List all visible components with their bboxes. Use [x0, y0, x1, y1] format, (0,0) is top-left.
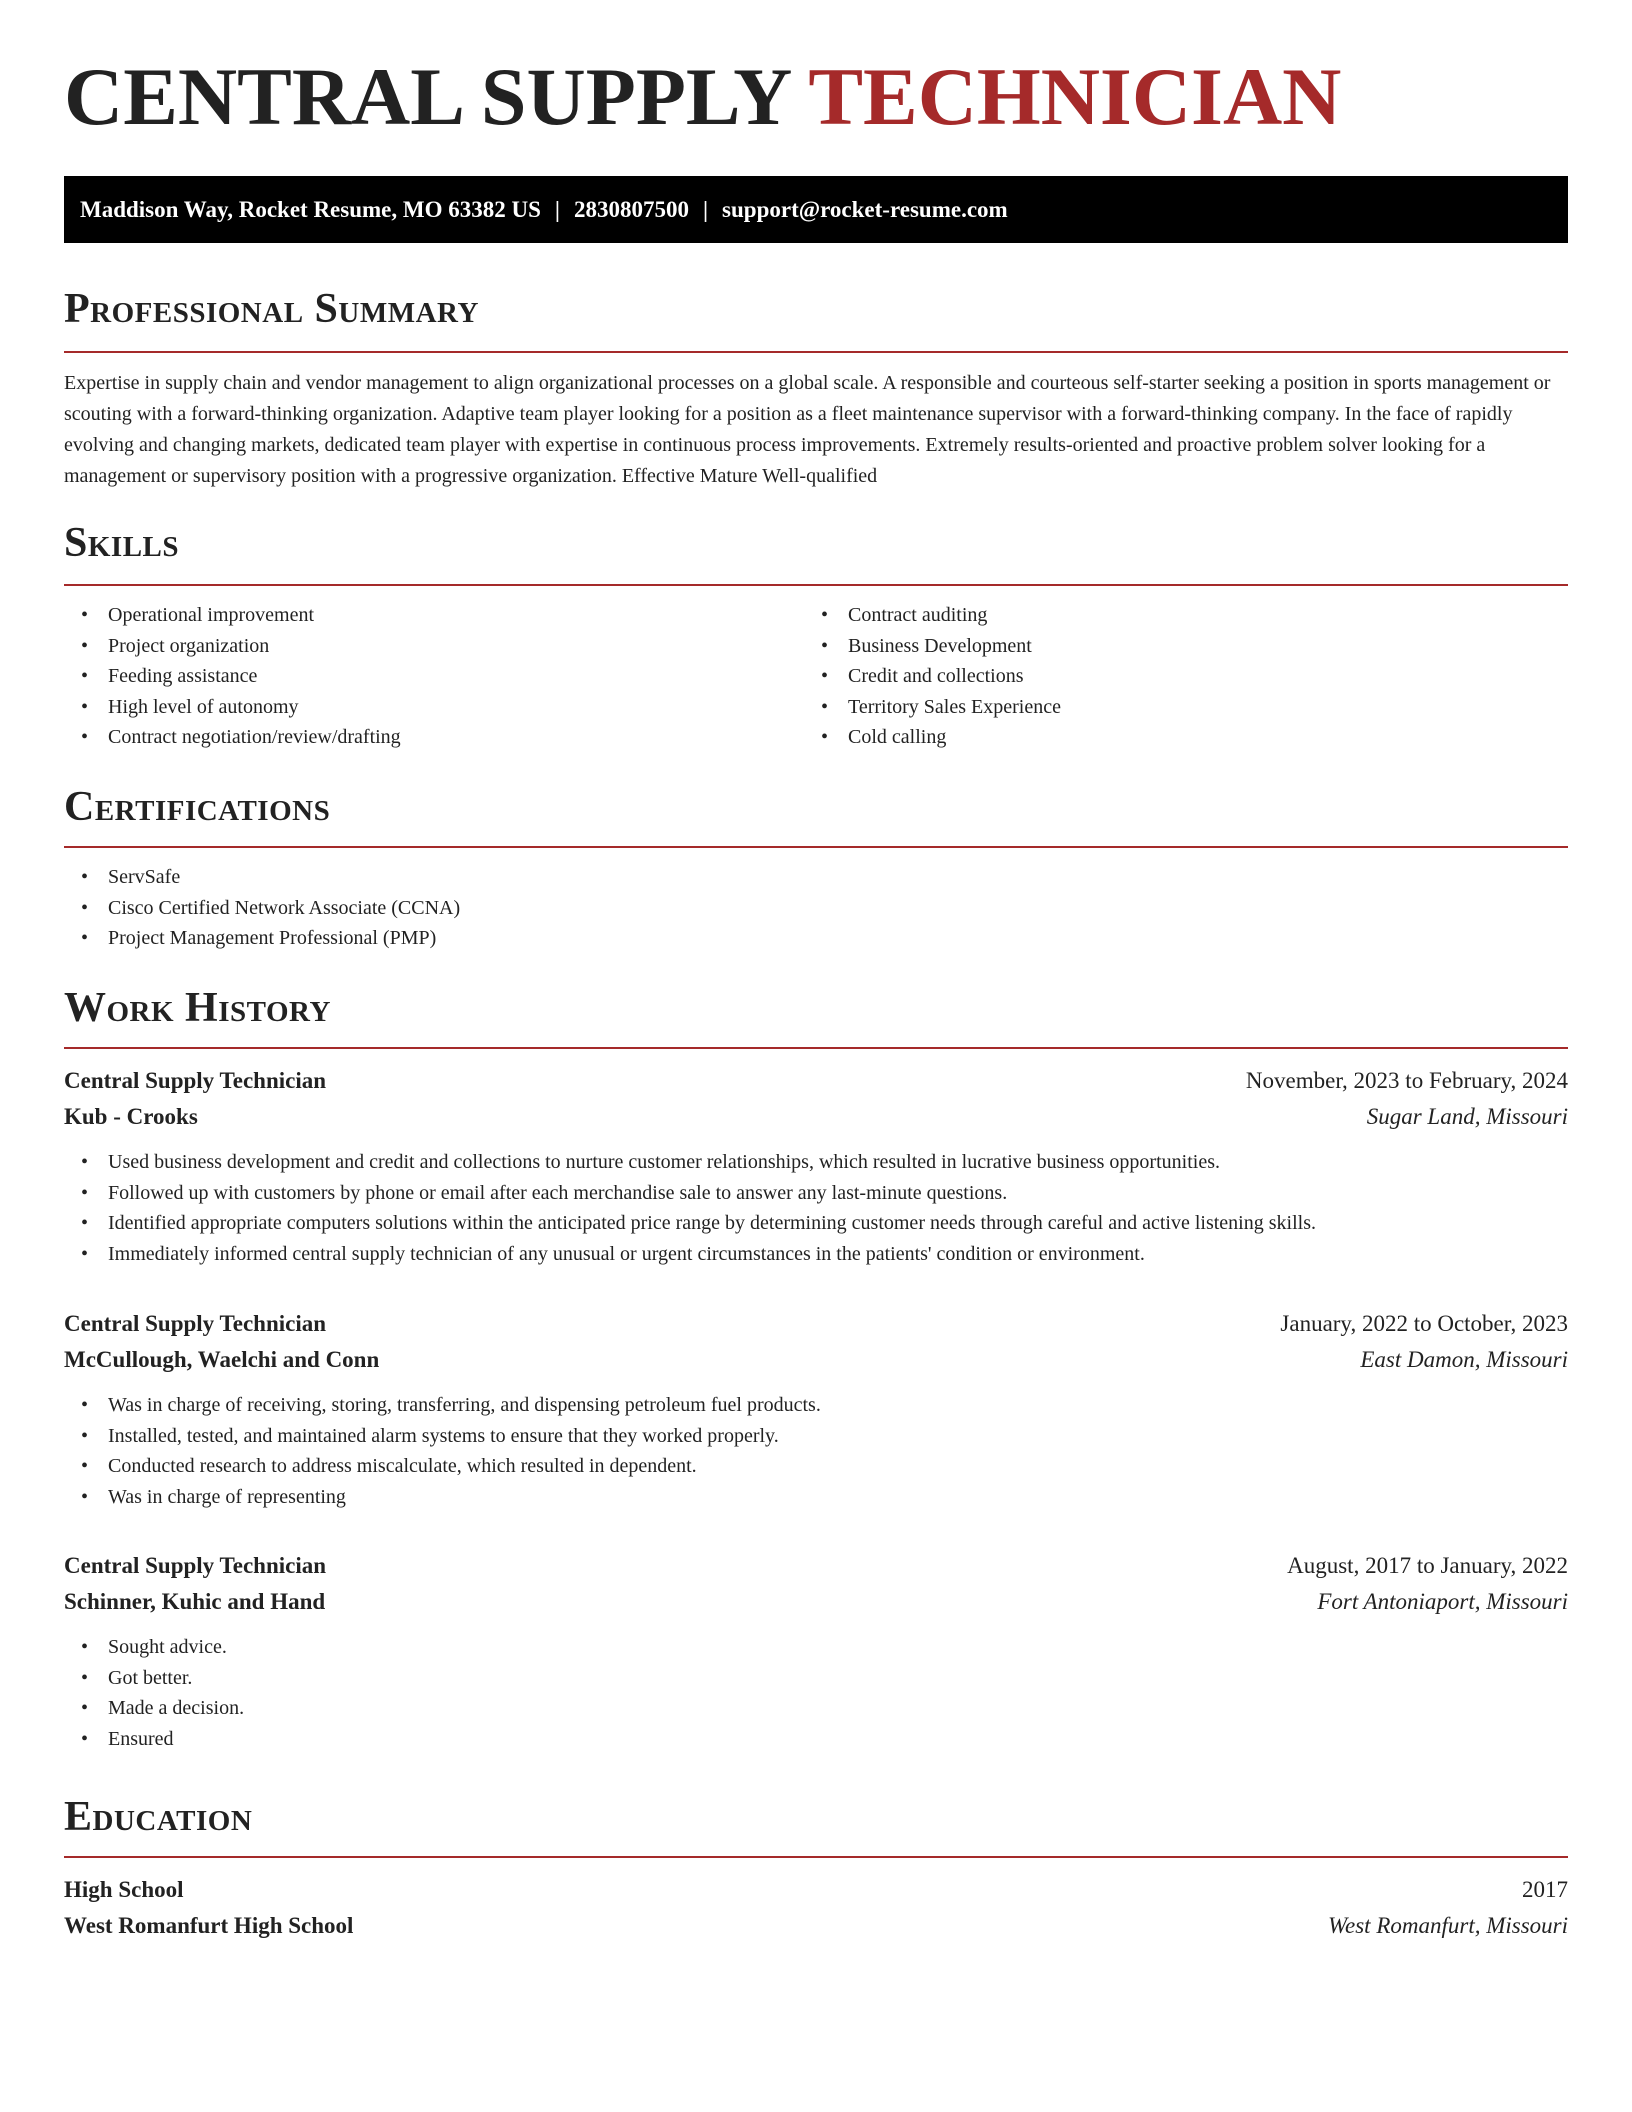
section-heading-certifications: Certifications	[64, 784, 331, 830]
certifications-section	[64, 786, 1568, 828]
job-company: McCullough, Waelchi and Conn	[64, 1347, 380, 1372]
section-divider	[64, 1856, 1568, 1858]
job-bullet: • Installed, tested, and maintained alarm systems to ensure that they worked properly.	[64, 1421, 1568, 1452]
certification-item: • ServSafe	[64, 862, 1568, 893]
section-divider	[64, 351, 1568, 353]
education-school: West Romanfurt High School	[64, 1913, 354, 1938]
job-bullet: • Got better.	[64, 1663, 1568, 1694]
job-bullet: • Ensured	[64, 1724, 1568, 1755]
job-bullet: • Immediately informed central supply technician of any unusual or urgent circumstances in the patients' condition or environment.	[64, 1239, 1568, 1270]
job-bullet: • Made a decision.	[64, 1693, 1568, 1724]
skill-item: • Credit and collections	[804, 661, 1544, 692]
job-dates: August, 2017 to January, 2022	[1287, 1553, 1568, 1578]
contact-bar	[64, 176, 1568, 243]
work-section	[64, 987, 1568, 1029]
education-entry	[64, 1872, 1568, 1944]
job-bullets	[64, 1147, 1568, 1269]
job-bullet: • Sought advice.	[64, 1632, 1568, 1663]
job-dates: November, 2023 to February, 2024	[1245, 1068, 1568, 1093]
skill-item: • Feeding assistance	[64, 661, 804, 692]
title-part-1: CENTRAL SUPPLY	[64, 51, 790, 142]
contact-address: Maddison Way, Rocket Resume, MO 63382 US	[80, 196, 541, 222]
job-bullet: • Identified appropriate computers solutions within the anticipated price range by determining customer needs through careful and active listening skills.	[64, 1208, 1568, 1239]
certification-item: • Cisco Certified Network Associate (CCNA)	[64, 893, 1568, 924]
job-company: Schinner, Kuhic and Hand	[64, 1589, 326, 1614]
skill-item: • Contract negotiation/review/drafting	[64, 722, 804, 753]
skill-item: • High level of autonomy	[64, 692, 804, 723]
skill-item: • Operational improvement	[64, 600, 804, 631]
job-bullet: • Used business development and credit and collections to nurture customer relationships, which resulted in lucrative business opportunities.	[64, 1147, 1568, 1178]
job-location: Sugar Land, Missouri	[1366, 1104, 1568, 1129]
contact-separator: |	[702, 196, 709, 222]
education-year: 2017	[1522, 1877, 1568, 1902]
skill-item: • Business Development	[804, 631, 1544, 662]
section-heading-summary: Professional Summary	[64, 286, 479, 332]
job-bullet: • Was in charge of representing	[64, 1482, 1568, 1513]
job-bullets	[64, 1632, 1568, 1754]
resume-title	[64, 0, 1568, 142]
summary-section	[64, 288, 1568, 330]
contact-separator: |	[554, 196, 560, 222]
education-section	[64, 1796, 1568, 1838]
job-bullet: • Conducted research to address miscalculate, which resulted in dependent.	[64, 1451, 1568, 1482]
job-title: Central Supply Technician	[64, 1311, 327, 1336]
job-company: Kub - Crooks	[64, 1104, 198, 1129]
skill-item: • Territory Sales Experience	[804, 692, 1544, 723]
job-entry	[64, 1548, 1568, 1754]
job-location: Fort Antoniaport, Missouri	[1317, 1589, 1568, 1614]
job-location: East Damon, Missouri	[1360, 1347, 1568, 1372]
section-divider	[64, 1047, 1568, 1049]
job-dates: January, 2022 to October, 2023	[1280, 1311, 1568, 1336]
summary-text: Expertise in supply chain and vendor management to align organizational processes on a global scale. A responsible and courteous self-starter seeking a position in sports management or scouting with a forward-thinking organization. Adaptive team player looking for a position as a fleet maintenance supervisor with a forward-thinking company. In the face of rapidly evolving and changing markets, dedicated team player with expertise in continuous process improvements. Extremely results-oriented and proactive problem solver looking for a management or supervisory position with a progressive organization. Effective Mature Well-qualified	[64, 372, 1551, 487]
section-divider	[64, 846, 1568, 848]
skills-list	[64, 600, 1568, 753]
job-bullets	[64, 1390, 1568, 1512]
title-part-2: TECHNICIAN	[808, 51, 1342, 142]
certification-item: • Project Management Professional (PMP)	[64, 923, 1568, 954]
skill-item: • Project organization	[64, 631, 804, 662]
skills-column-left	[64, 600, 804, 753]
skills-section	[64, 522, 1568, 564]
job-entry	[64, 1306, 1568, 1512]
job-title: Central Supply Technician	[64, 1553, 327, 1578]
section-divider	[64, 584, 1568, 586]
skill-item: • Cold calling	[804, 722, 1544, 753]
job-bullet: • Followed up with customers by phone or email after each merchandise sale to answer any last-minute questions.	[64, 1178, 1568, 1209]
contact-email[interactable]: support@rocket-resume.com	[722, 196, 1008, 222]
contact-phone[interactable]: 2830807500	[573, 196, 689, 222]
skills-column-right	[804, 600, 1544, 753]
skill-item: • Contract auditing	[804, 600, 1544, 631]
certifications-list	[64, 862, 1568, 954]
job-title: Central Supply Technician	[64, 1068, 327, 1093]
section-heading-education: Education	[64, 1794, 253, 1840]
education-degree: High School	[64, 1877, 184, 1902]
education-location: West Romanfurt, Missouri	[1327, 1913, 1568, 1938]
section-heading-work: Work History	[64, 985, 331, 1031]
job-entry	[64, 1063, 1568, 1269]
section-heading-skills: Skills	[64, 520, 180, 566]
job-bullet: • Was in charge of receiving, storing, transferring, and dispensing petroleum fuel products.	[64, 1390, 1568, 1421]
